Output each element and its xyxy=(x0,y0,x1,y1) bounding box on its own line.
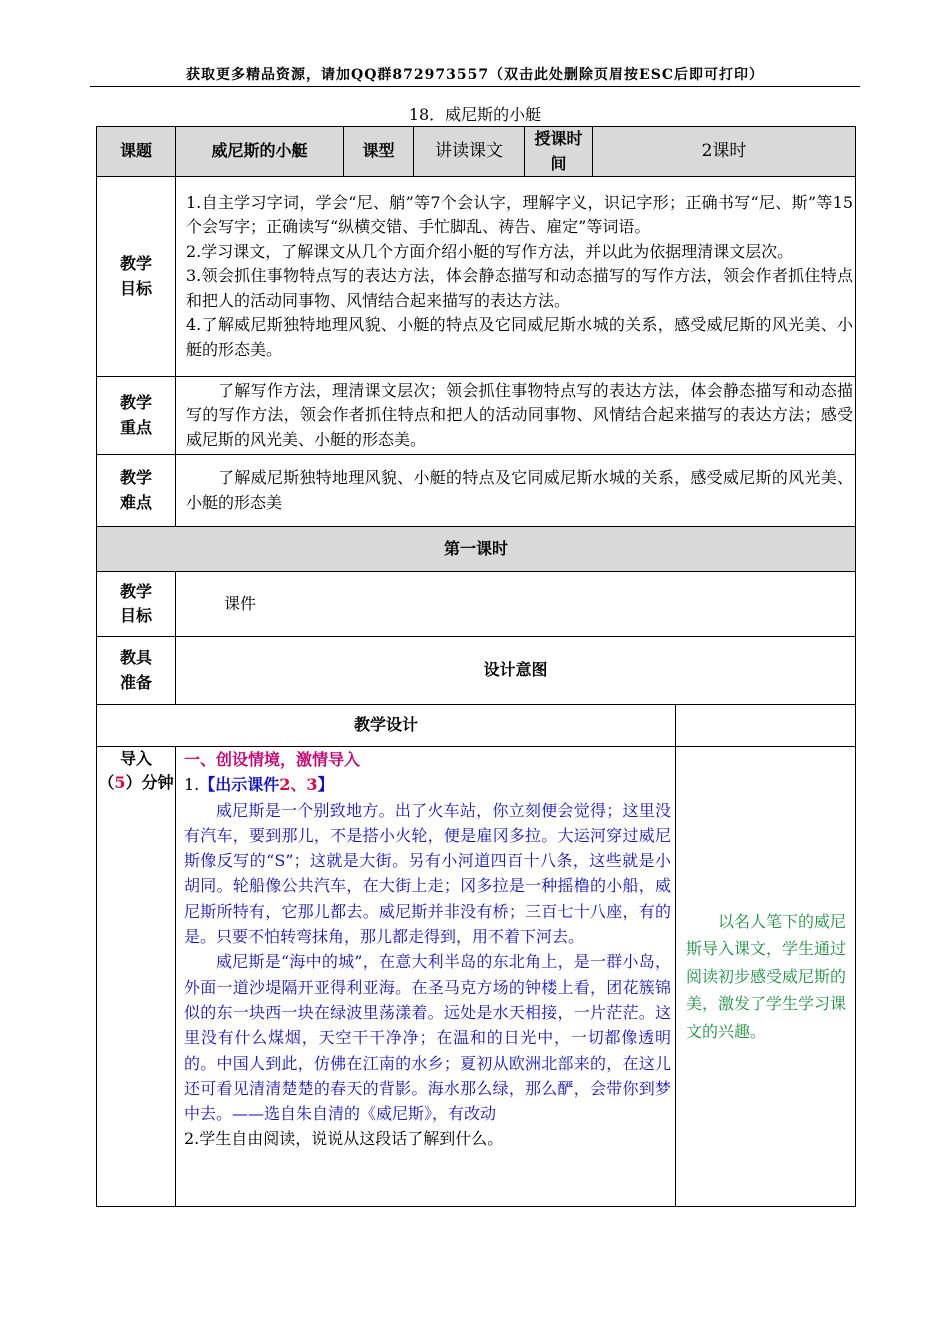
lesson1-objectives-value: 课件 xyxy=(176,572,856,637)
objective-item: 2.学习课文，了解课文从几个方面介绍小艇的写作方法，并以此为依据理清课文层次。 xyxy=(186,241,794,261)
design-intent-text: 以名人笔下的威尼斯导入课文，学生通过阅读初步感受威尼斯的美，激发了学生学习课文的兴趣。 xyxy=(686,911,847,1041)
intro-design-intent xyxy=(676,747,856,1207)
tools-value: 设计意图 xyxy=(176,637,856,705)
topic-label: 课题 xyxy=(97,127,176,177)
time-value: 2课时 xyxy=(593,127,856,177)
difficulty-row xyxy=(97,455,856,527)
design-row xyxy=(97,705,856,747)
lesson1-objectives-row xyxy=(97,572,856,637)
focus-content xyxy=(176,377,856,455)
focus-text: 了解写作方法，理清课文层次；领会抓住事物特点写的表达方法，体会静态描写和动态描写的写作方法，领会作者抓住特点和把人的活动同事物、风情结合起来描写的表达方法；感受威尼斯的风光美、小艇的形态美。 xyxy=(186,380,854,449)
topic-value: 威尼斯的小艇 xyxy=(176,127,344,177)
header-divider xyxy=(90,86,860,87)
objective-item: 4.了解威尼斯独特地理风貌、小艇的特点及它同威尼斯水城的关系，感受威尼斯的风光美、小艇的形态美。 xyxy=(186,315,854,359)
page-header-note: 获取更多精品资源，请加QQ群872973557（双击此处删除页眉按ESC后即可打印） xyxy=(186,67,764,83)
intro-row xyxy=(97,747,856,1207)
intro-label-main: 导入 xyxy=(119,749,152,768)
type-value: 讲读课文 xyxy=(414,127,525,177)
step1-number: 1. xyxy=(184,775,200,795)
intro-content xyxy=(176,747,676,1207)
intro-passage-2: 威尼斯是“海中的城”，在意大利半岛的东北角上，是一群小岛，外面一道沙堤隔开亚得利亚海。在圣马克方场的钟楼上看，团花簇锦似的东一块西一块在绿波里荡漾着。远处是水天相接，一片茫茫。这里没有什么煤烟，天空干干净净；在温和的日光中，一切都像透明的。中国人到此，仿佛在江南的水乡；夏初从欧洲北部来的，在这儿还可看见清清楚楚的春天的背影。海水那么绿，那么酽，会带你到梦中去。——选自朱自清的《威尼斯》，有改动 xyxy=(184,952,671,1124)
intro-step2: 2.学生自由阅读，说说从这段话了解到什么。 xyxy=(184,1129,504,1149)
step1-courseware-pages: 2、3 xyxy=(279,775,318,795)
lesson1-objectives-label: 教学目标 xyxy=(97,572,176,637)
design-side-cell xyxy=(676,705,856,747)
intro-label xyxy=(97,747,176,1207)
objectives-content xyxy=(176,177,856,377)
topic-row xyxy=(97,127,856,177)
lesson1-row xyxy=(97,527,856,572)
focus-row xyxy=(97,377,856,455)
difficulty-content xyxy=(176,455,856,527)
intro-step1 xyxy=(184,772,671,797)
tools-row xyxy=(97,637,856,705)
design-label: 教学设计 xyxy=(97,705,676,747)
intro-passage-1: 威尼斯是一个别致地方。出了火车站，你立刻便会觉得；这里没有汽车，要到那儿，不是搭小火轮，便是雇冈多拉。大运河穿过威尼斯像反写的“S”；这就是大街。另有小河道四百十八条，这些就是小胡同。轮船像公共汽车，在大街上走；冈多拉是一种摇橹的小船，威尼斯所特有，它那儿都去。威尼斯并非没有桥；三百七十八座，有的是。只要不怕转弯抹角，那儿都走得到，用不着下河去。 xyxy=(184,800,671,947)
step1-courseware-label: 【出示课件 xyxy=(199,775,280,795)
intro-label-minutes: 5 xyxy=(114,773,126,792)
objective-item: 1.自主学习字词，学会“尼、艄”等7个会认字，理解字义，识记字形；正确书写“尼、斯”等15个会写字；正确读写“纵横交错、手忙脚乱、祷告、雇定”等词语。 xyxy=(186,192,854,237)
difficulty-text: 了解威尼斯独特地理风貌、小艇的特点及它同威尼斯水城的关系，感受威尼斯的风光美、小艇的形态美 xyxy=(186,468,854,512)
type-label: 课型 xyxy=(344,127,414,177)
objectives-label: 教学目标 xyxy=(97,177,176,377)
document-title: 18．威尼斯的小艇 xyxy=(408,105,542,124)
step1-bracket-close: 】 xyxy=(317,775,334,795)
objectives-row xyxy=(97,177,856,377)
intro-section-title: 一、创设情境，激情导入 xyxy=(184,750,361,769)
difficulty-label: 教学难点 xyxy=(97,455,176,527)
intro-label-paren-close: ）分钟 xyxy=(125,773,174,792)
time-label: 授课时间 xyxy=(525,127,593,177)
objective-item: 3.领会抓住事物特点写的表达方法，体会静态描写和动态描写的写作方法，领会作者抓住特点和把人的活动同事物、风情结合起来描写的表达方法。 xyxy=(186,266,854,310)
tools-label: 教具准备 xyxy=(97,637,176,705)
intro-label-paren-open: （ xyxy=(98,773,115,792)
lesson1-title: 第一课时 xyxy=(97,527,856,572)
lesson-plan-table xyxy=(96,126,856,1207)
focus-label: 教学重点 xyxy=(97,377,176,455)
